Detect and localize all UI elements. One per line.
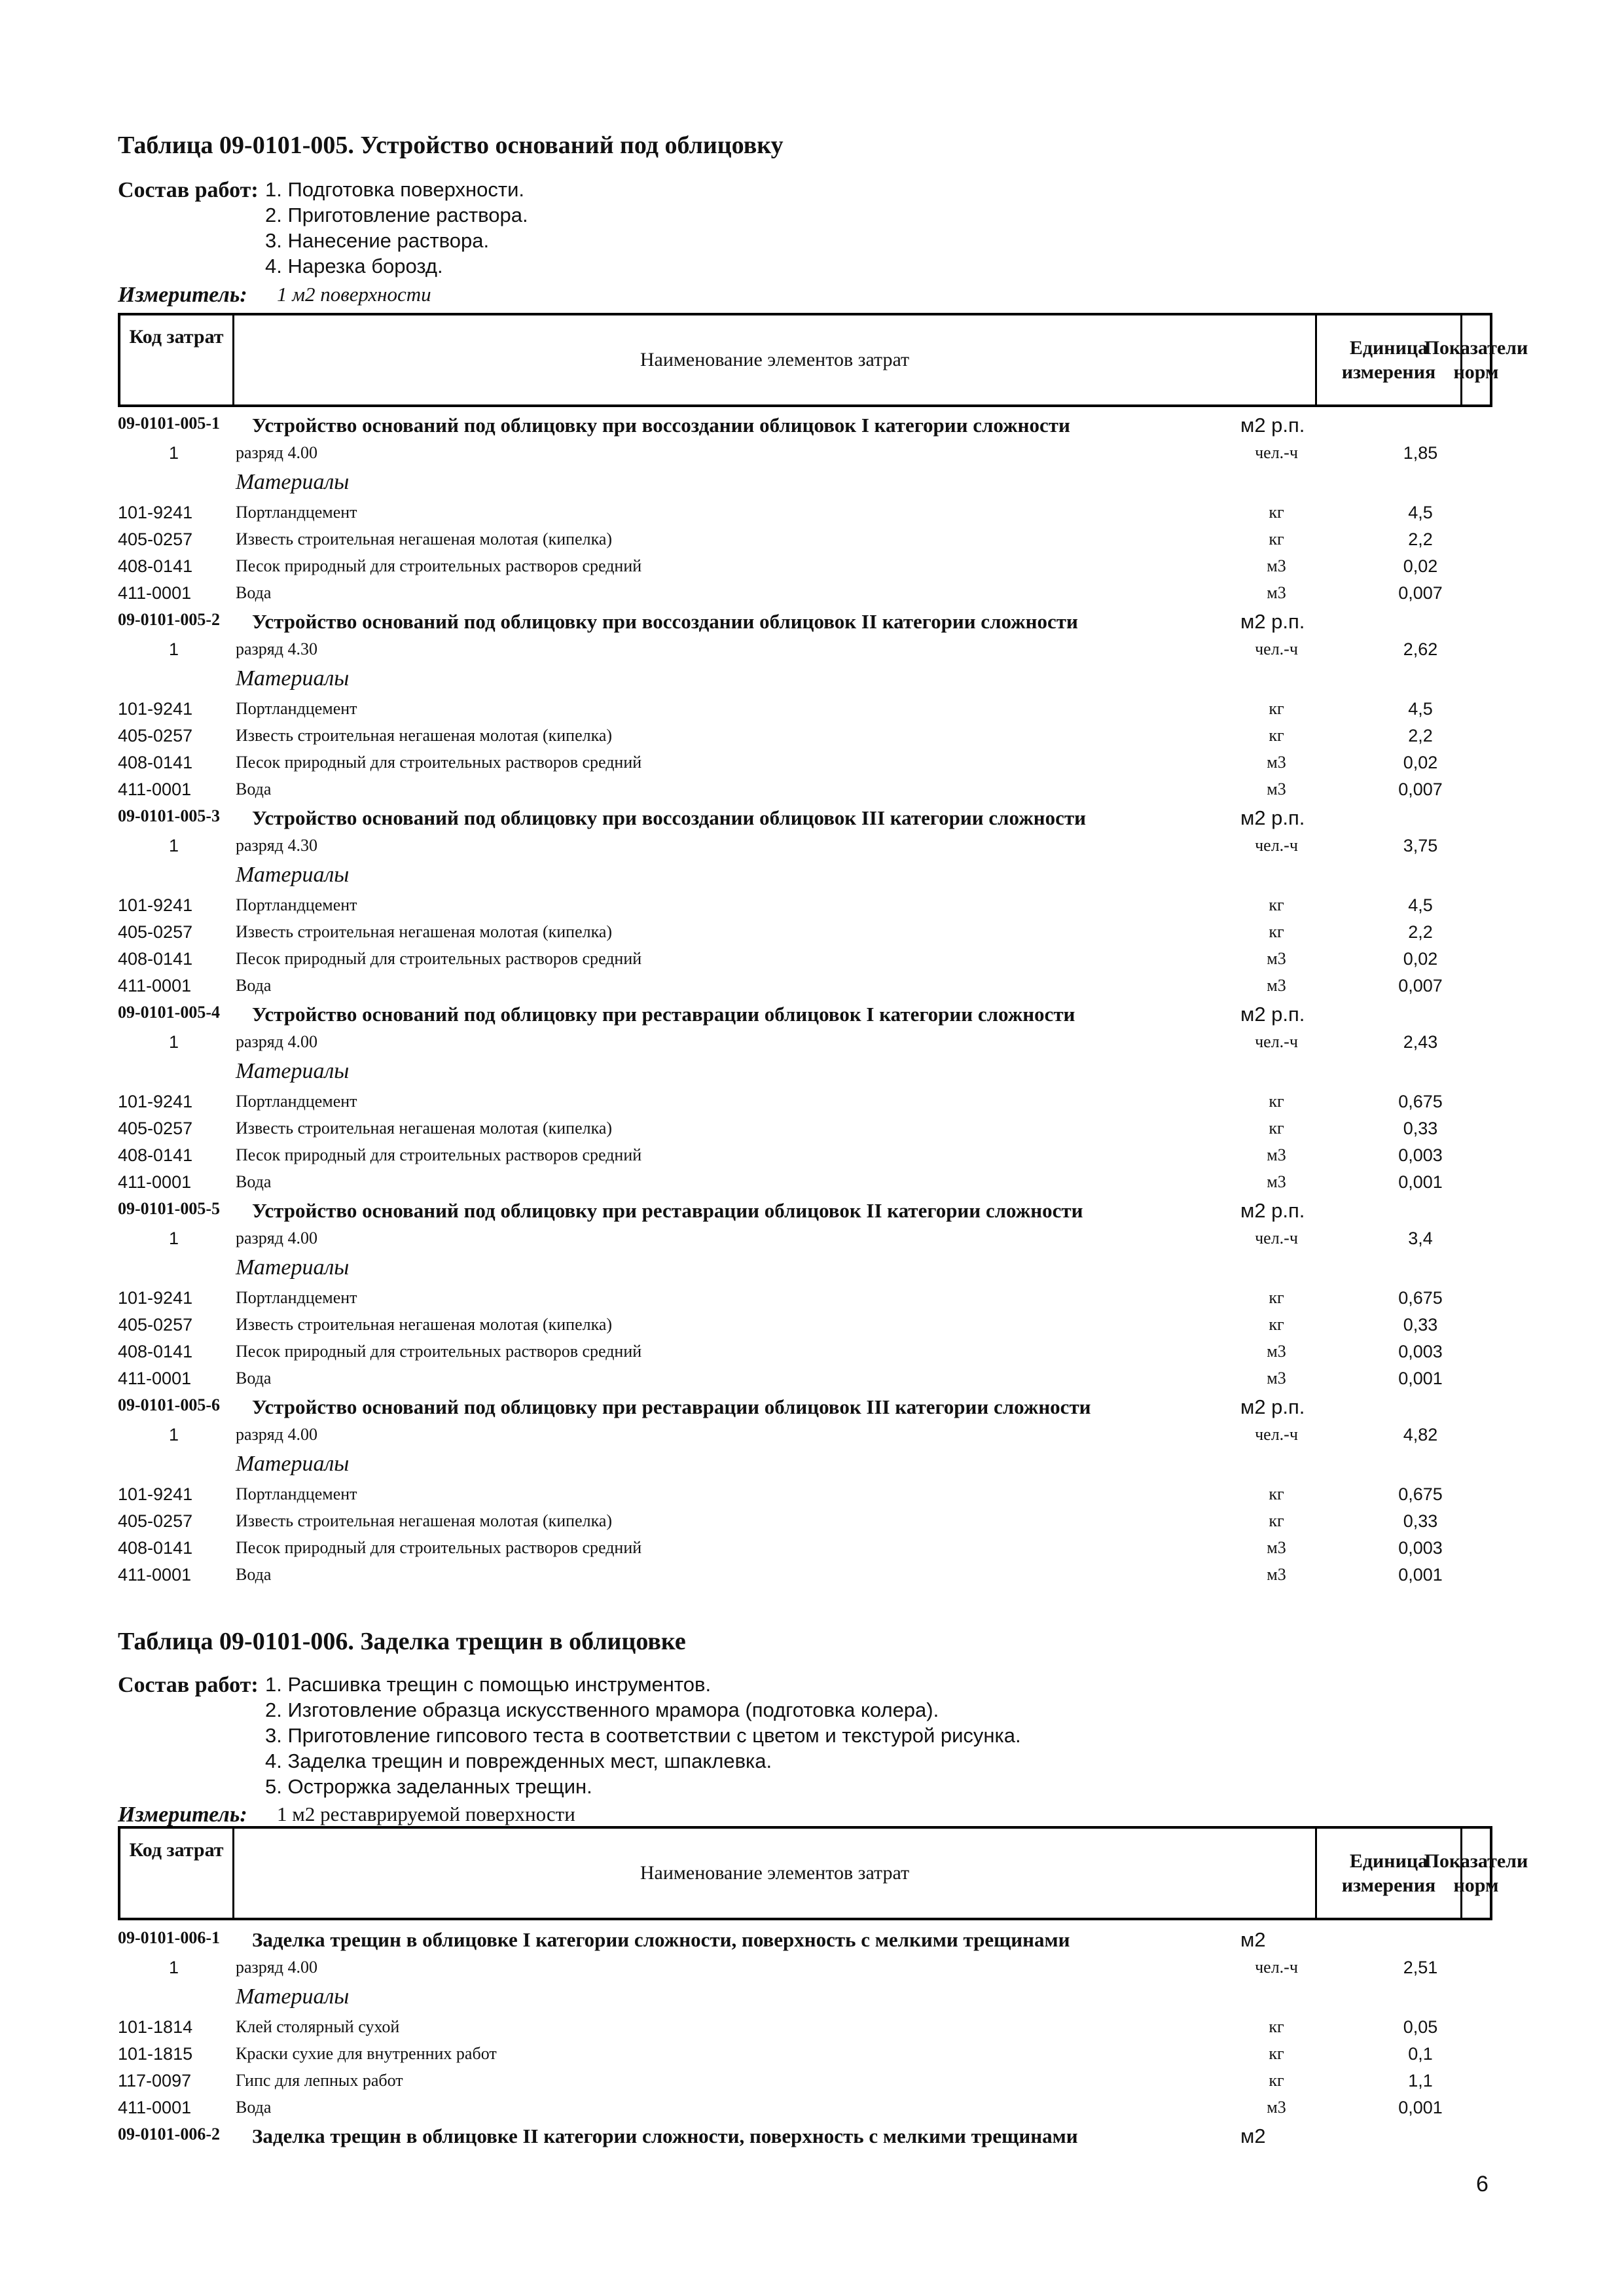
work-item: 2. Изготовление образца искусственного мрамора (подготовка колера).	[265, 1698, 939, 1721]
material-unit: м3	[1267, 949, 1286, 968]
work-item: 4. Нарезка борозд.	[265, 255, 443, 278]
material-name: Известь строительная негашеная молотая (кипелка)	[236, 922, 613, 941]
material-unit: м3	[1267, 1565, 1286, 1584]
material-value: 0,675	[1398, 1092, 1443, 1111]
work-item: 4. Заделка трещин и поврежденных мест, шпаклевка.	[265, 1749, 772, 1772]
material-name: Вода	[236, 1369, 272, 1388]
header-unit: Единица измерения	[1317, 315, 1462, 404]
material-value: 0,675	[1398, 1288, 1443, 1308]
material-value: 2,2	[1408, 726, 1433, 745]
material-value: 0,02	[1403, 949, 1438, 969]
material-name: Вода	[236, 583, 272, 602]
group-unit: м2 р.п.	[1240, 806, 1305, 829]
material-name: Вода	[236, 1565, 272, 1584]
labor-code: 1	[169, 443, 179, 463]
header-name: Наименование элементов затрат	[234, 1829, 1317, 1918]
labor-value: 3,75	[1403, 836, 1438, 855]
group-code: 09-0101-005-6	[118, 1395, 220, 1414]
material-value: 0,007	[1398, 780, 1443, 799]
table-header	[118, 313, 1528, 407]
material-value: 0,007	[1398, 976, 1443, 996]
material-unit: кг	[1269, 699, 1284, 718]
table-title: Таблица 09-0101-005. Устройство оснований под облицовку	[118, 132, 784, 159]
material-unit: кг	[1269, 1288, 1284, 1307]
group-unit: м2 р.п.	[1240, 414, 1305, 437]
material-value: 0,003	[1398, 1145, 1443, 1165]
material-unit: кг	[1269, 1119, 1284, 1138]
material-value: 0,675	[1398, 1484, 1443, 1504]
material-name: Портландцемент	[236, 1484, 357, 1503]
material-code: 408-0141	[118, 1342, 193, 1361]
material-code: 405-0257	[118, 726, 193, 745]
header-unit: Единица измерения	[1317, 1829, 1462, 1918]
group-name: Заделка трещин в облицовке II категории сложности, поверхность с мелкими трещинами	[252, 2125, 1078, 2147]
material-unit: кг	[1269, 503, 1284, 522]
material-value: 4,5	[1408, 503, 1433, 522]
labor-code: 1	[169, 1032, 179, 1052]
header-code: Код затрат	[120, 315, 234, 404]
labor-unit: чел.-ч	[1255, 1425, 1298, 1444]
material-unit: м3	[1267, 976, 1286, 995]
material-name: Вода	[236, 976, 272, 995]
material-code: 101-9241	[118, 503, 193, 522]
header-norm: Показатели норм	[1424, 336, 1528, 383]
material-unit: кг	[1269, 1484, 1284, 1503]
material-name: Известь строительная негашеная молотая (кипелка)	[236, 1511, 613, 1530]
labor-value: 4,82	[1403, 1425, 1438, 1444]
material-code: 408-0141	[118, 556, 193, 576]
group-name: Устройство оснований под облицовку при воссоздании облицовок II категории сложности	[252, 610, 1078, 633]
labor-name: разряд 4.00	[236, 1229, 317, 1247]
material-name: Вода	[236, 1172, 272, 1191]
header-rule	[118, 1918, 1492, 1920]
material-code: 411-0001	[118, 2098, 192, 2117]
work-item: 1. Подготовка поверхности.	[265, 178, 525, 201]
group-code: 09-0101-005-3	[118, 806, 220, 825]
header-rule	[118, 404, 1492, 406]
material-value: 2,2	[1408, 922, 1433, 942]
work-item: 3. Нанесение раствора.	[265, 229, 490, 252]
table-header	[118, 1826, 1528, 1920]
material-unit: кг	[1269, 2071, 1284, 2090]
material-name: Портландцемент	[236, 699, 357, 718]
material-name: Вода	[236, 2098, 272, 2117]
material-value: 0,02	[1403, 556, 1438, 576]
material-unit: кг	[1269, 1092, 1284, 1111]
group-code: 09-0101-005-5	[118, 1199, 220, 1218]
material-value: 0,33	[1403, 1511, 1438, 1531]
labor-unit: чел.-ч	[1255, 639, 1298, 658]
material-name: Краски сухие для внутренних работ	[236, 2044, 497, 2063]
material-name: Песок природный для строительных растворов средний	[236, 949, 642, 968]
material-unit: м3	[1267, 1538, 1286, 1557]
material-value: 1,1	[1408, 2071, 1433, 2090]
group-code: 09-0101-006-2	[118, 2125, 220, 2144]
material-value: 0,33	[1403, 1315, 1438, 1335]
labor-unit: чел.-ч	[1255, 1958, 1298, 1977]
material-name: Гипс для лепных работ	[236, 2071, 403, 2090]
material-unit: кг	[1269, 895, 1284, 914]
header-code: Код затрат	[120, 1829, 234, 1918]
materials-label: Материалы	[236, 1059, 350, 1083]
material-value: 0,001	[1398, 2098, 1443, 2117]
labor-unit: чел.-ч	[1255, 1229, 1298, 1247]
labor-value: 2,43	[1403, 1032, 1438, 1052]
material-value: 0,02	[1403, 753, 1438, 772]
materials-label: Материалы	[236, 863, 350, 887]
work-item: 2. Приготовление раствора.	[265, 204, 528, 226]
material-name: Известь строительная негашеная молотая (кипелка)	[236, 1119, 613, 1138]
materials-label: Материалы	[236, 1255, 350, 1280]
material-code: 408-0141	[118, 753, 193, 772]
group-code: 09-0101-005-2	[118, 610, 220, 629]
group-name: Устройство оснований под облицовку при воссоздании облицовок III категории сложности	[252, 806, 1086, 829]
group-name: Заделка трещин в облицовке I категории сложности, поверхность с мелкими трещинами	[252, 1928, 1070, 1951]
material-unit: кг	[1269, 1511, 1284, 1530]
group-name: Устройство оснований под облицовку при воссоздании облицовок I категории сложности	[252, 414, 1070, 437]
material-unit: м3	[1267, 1342, 1286, 1361]
group-unit: м2 р.п.	[1240, 610, 1305, 633]
group-name: Устройство оснований под облицовку при реставрации облицовок I категории сложности	[252, 1003, 1075, 1026]
material-code: 405-0257	[118, 1315, 193, 1335]
material-value: 0,05	[1403, 2017, 1438, 2037]
material-code: 408-0141	[118, 1145, 193, 1165]
material-unit: кг	[1269, 922, 1284, 941]
material-code: 101-9241	[118, 699, 193, 719]
material-code: 411-0001	[118, 1369, 192, 1388]
material-unit: м3	[1267, 1172, 1286, 1191]
labor-code: 1	[169, 1958, 179, 1977]
material-unit: кг	[1269, 2044, 1284, 2063]
material-value: 0,001	[1398, 1565, 1443, 1585]
material-unit: кг	[1269, 1315, 1284, 1334]
material-unit: кг	[1269, 726, 1284, 745]
material-value: 0,003	[1398, 1538, 1443, 1558]
material-code: 101-9241	[118, 1288, 193, 1308]
header-norm: Показатели норм	[1424, 1850, 1528, 1896]
material-code: 101-9241	[118, 895, 193, 915]
labor-code: 1	[169, 1229, 179, 1248]
labor-unit: чел.-ч	[1255, 836, 1298, 855]
material-name: Песок природный для строительных растворов средний	[236, 1538, 642, 1557]
material-code: 101-9241	[118, 1092, 193, 1111]
material-name: Портландцемент	[236, 503, 357, 522]
materials-label: Материалы	[236, 1984, 350, 2009]
material-unit: м3	[1267, 1369, 1286, 1388]
group-code: 09-0101-005-4	[118, 1003, 220, 1022]
group-name: Устройство оснований под облицовку при реставрации облицовок III категории сложности	[252, 1395, 1091, 1418]
group-unit: м2 р.п.	[1240, 1395, 1305, 1418]
material-name: Портландцемент	[236, 1092, 357, 1111]
material-unit: м3	[1267, 1145, 1286, 1164]
material-code: 411-0001	[118, 780, 192, 799]
material-unit: м3	[1267, 753, 1286, 772]
material-value: 0,003	[1398, 1342, 1443, 1361]
material-name: Песок природный для строительных растворов средний	[236, 556, 642, 575]
labor-name: разряд 4.00	[236, 1958, 317, 1977]
material-name: Песок природный для строительных растворов средний	[236, 1342, 642, 1361]
materials-label: Материалы	[236, 1452, 350, 1476]
table-title: Таблица 09-0101-006. Заделка трещин в облицовке	[118, 1628, 686, 1655]
group-name: Устройство оснований под облицовку при реставрации облицовок II категории сложности	[252, 1199, 1083, 1222]
material-unit: м3	[1267, 780, 1286, 798]
header-name: Наименование элементов затрат	[234, 315, 1317, 404]
material-unit: м3	[1267, 2098, 1286, 2117]
work-item: 3. Приготовление гипсового теста в соответствии с цветом и текстурой рисунка.	[265, 1724, 1021, 1747]
labor-name: разряд 4.30	[236, 639, 317, 658]
material-name: Клей столярный сухой	[236, 2017, 400, 2036]
measure-value: 1 м2 поверхности	[277, 283, 431, 306]
material-name: Песок природный для строительных растворов средний	[236, 753, 642, 772]
material-code: 408-0141	[118, 949, 193, 969]
material-name: Вода	[236, 780, 272, 798]
labor-code: 1	[169, 1425, 179, 1444]
group-code: 09-0101-006-1	[118, 1928, 220, 1947]
material-code: 117-0097	[118, 2071, 192, 2090]
labor-value: 2,62	[1403, 639, 1438, 659]
measure-label: Измеритель:	[118, 283, 247, 307]
material-name: Известь строительная негашеная молотая (кипелка)	[236, 1315, 613, 1334]
material-unit: м3	[1267, 556, 1286, 575]
material-code: 405-0257	[118, 1511, 193, 1531]
page-number: 6	[1476, 2172, 1489, 2197]
labor-code: 1	[169, 836, 179, 855]
group-unit: м2 р.п.	[1240, 1199, 1305, 1222]
labor-name: разряд 4.00	[236, 1425, 317, 1444]
labor-unit: чел.-ч	[1255, 1032, 1298, 1051]
material-value: 2,2	[1408, 529, 1433, 549]
material-name: Портландцемент	[236, 895, 357, 914]
work-item: 5. Остроржка заделанных трещин.	[265, 1775, 592, 1798]
labor-code: 1	[169, 639, 179, 659]
group-unit: м2	[1240, 1928, 1266, 1951]
material-value: 0,001	[1398, 1172, 1443, 1192]
material-code: 101-9241	[118, 1484, 193, 1504]
material-code: 101-1814	[118, 2017, 193, 2037]
labor-unit: чел.-ч	[1255, 443, 1298, 462]
labor-name: разряд 4.00	[236, 443, 317, 462]
material-value: 0,007	[1398, 583, 1443, 603]
work-composition-label: Состав работ:	[118, 178, 259, 202]
measure-label: Измеритель:	[118, 1803, 247, 1827]
material-value: 0,001	[1398, 1369, 1443, 1388]
material-name: Известь строительная негашеная молотая (кипелка)	[236, 529, 613, 548]
materials-label: Материалы	[236, 470, 350, 494]
material-name: Портландцемент	[236, 1288, 357, 1307]
material-name: Известь строительная негашеная молотая (кипелка)	[236, 726, 613, 745]
material-code: 411-0001	[118, 1565, 192, 1585]
material-unit: кг	[1269, 2017, 1284, 2036]
material-value: 0,33	[1403, 1119, 1438, 1138]
group-code: 09-0101-005-1	[118, 414, 220, 433]
material-code: 101-1815	[118, 2044, 193, 2064]
material-code: 405-0257	[118, 529, 193, 549]
materials-label: Материалы	[236, 666, 350, 691]
work-item: 1. Расшивка трещин с помощью инструментов.	[265, 1673, 712, 1696]
material-code: 408-0141	[118, 1538, 193, 1558]
group-unit: м2 р.п.	[1240, 1003, 1305, 1026]
material-value: 0,1	[1408, 2044, 1433, 2064]
material-code: 411-0001	[118, 976, 192, 996]
material-value: 4,5	[1408, 699, 1433, 719]
work-composition-label: Состав работ:	[118, 1673, 259, 1697]
measure-value: 1 м2 реставрируемой поверхности	[277, 1803, 575, 1825]
material-code: 405-0257	[118, 922, 193, 942]
labor-value: 1,85	[1403, 443, 1438, 463]
group-unit: м2	[1240, 2125, 1266, 2147]
material-unit: м3	[1267, 583, 1286, 602]
material-value: 4,5	[1408, 895, 1433, 915]
material-code: 411-0001	[118, 583, 192, 603]
material-code: 405-0257	[118, 1119, 193, 1138]
labor-value: 2,51	[1403, 1958, 1438, 1977]
labor-name: разряд 4.00	[236, 1032, 317, 1051]
labor-name: разряд 4.30	[236, 836, 317, 855]
material-code: 411-0001	[118, 1172, 192, 1192]
material-name: Песок природный для строительных растворов средний	[236, 1145, 642, 1164]
labor-value: 3,4	[1408, 1229, 1433, 1248]
material-unit: кг	[1269, 529, 1284, 548]
